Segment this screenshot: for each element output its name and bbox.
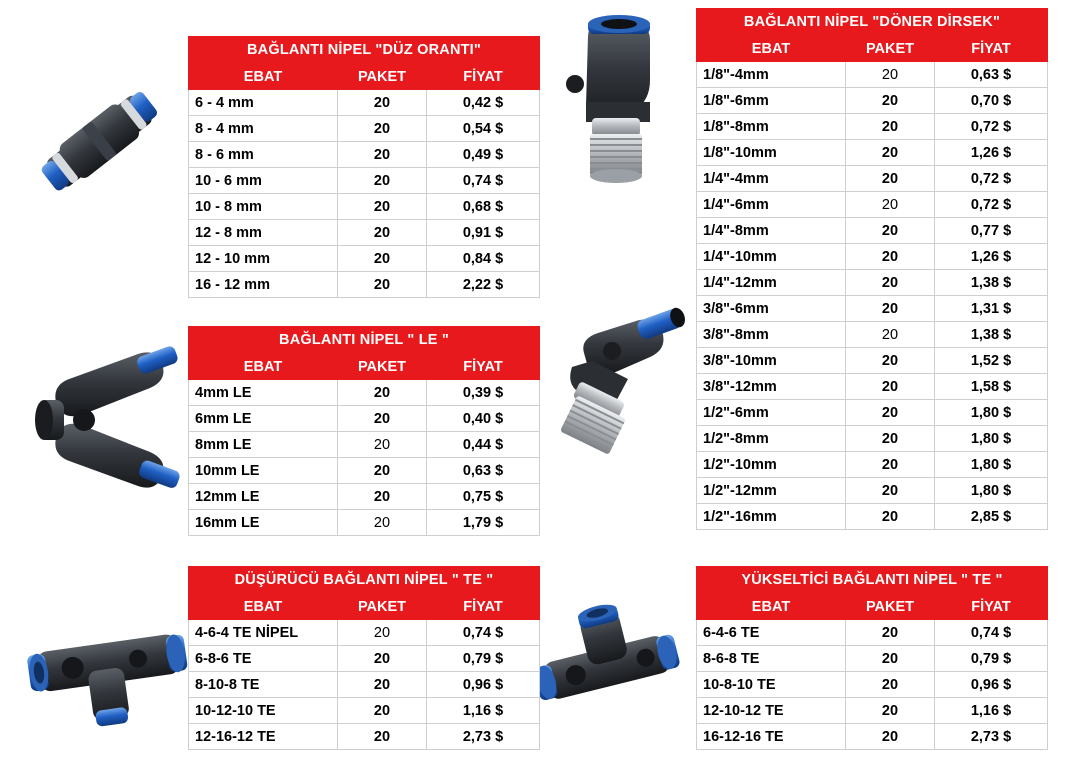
table-yukseltici-te xyxy=(696,566,1048,750)
cell-ebat: 3/8"-12mm xyxy=(697,374,846,400)
cell-ebat: 1/2"-10mm xyxy=(697,452,846,478)
table-body xyxy=(697,62,1048,530)
cell-paket: 20 xyxy=(338,510,427,536)
cell-paket: 20 xyxy=(846,374,935,400)
cell-paket: 20 xyxy=(338,672,427,698)
cell-paket: 20 xyxy=(846,140,935,166)
cell-ebat: 10 - 6 mm xyxy=(189,168,338,194)
table-row xyxy=(189,272,540,298)
table-row xyxy=(189,620,540,646)
table-header-row xyxy=(189,64,540,90)
cell-ebat: 6-4-6 TE xyxy=(697,620,846,646)
cell-paket: 20 xyxy=(338,116,427,142)
cell-fiyat: 1,16 $ xyxy=(935,698,1048,724)
product-image-y-union xyxy=(22,330,190,510)
cell-ebat: 4-6-4 TE NİPEL xyxy=(189,620,338,646)
cell-ebat: 16mm LE xyxy=(189,510,338,536)
cell-fiyat: 0,79 $ xyxy=(935,646,1048,672)
table-row xyxy=(697,504,1048,530)
table-row xyxy=(189,672,540,698)
cell-paket: 20 xyxy=(338,168,427,194)
column-header-paket: PAKET xyxy=(846,594,935,620)
table-row xyxy=(189,90,540,116)
table-row xyxy=(697,452,1048,478)
cell-paket: 20 xyxy=(338,458,427,484)
cell-fiyat: 1,80 $ xyxy=(935,478,1048,504)
product-image-tee-increasing xyxy=(524,600,694,745)
cell-ebat: 12 - 8 mm xyxy=(189,220,338,246)
cell-paket: 20 xyxy=(338,142,427,168)
cell-fiyat: 1,38 $ xyxy=(935,270,1048,296)
cell-ebat: 6-8-6 TE xyxy=(189,646,338,672)
cell-fiyat: 0,84 $ xyxy=(427,246,540,272)
cell-paket: 20 xyxy=(846,400,935,426)
cell-fiyat: 0,40 $ xyxy=(427,406,540,432)
table-row xyxy=(189,142,540,168)
table-row xyxy=(697,348,1048,374)
product-image-elbow-male-top xyxy=(530,10,695,195)
cell-paket: 20 xyxy=(846,426,935,452)
cell-paket: 20 xyxy=(846,478,935,504)
cell-paket: 20 xyxy=(846,452,935,478)
cell-paket: 20 xyxy=(338,406,427,432)
cell-paket: 20 xyxy=(338,220,427,246)
cell-ebat: 10 - 8 mm xyxy=(189,194,338,220)
cell-fiyat: 0,63 $ xyxy=(427,458,540,484)
cell-fiyat: 1,80 $ xyxy=(935,400,1048,426)
table-title: DÜŞÜRÜCÜ BAĞLANTI NİPEL " TE " xyxy=(189,567,540,594)
table-row xyxy=(189,432,540,458)
table-body xyxy=(189,620,540,750)
cell-ebat: 1/4"-12mm xyxy=(697,270,846,296)
table-row xyxy=(697,478,1048,504)
cell-fiyat: 1,26 $ xyxy=(935,244,1048,270)
table-row xyxy=(189,220,540,246)
table-row xyxy=(189,380,540,406)
cell-fiyat: 0,54 $ xyxy=(427,116,540,142)
column-header-fiyat: FİYAT xyxy=(935,594,1048,620)
cell-ebat: 6 - 4 mm xyxy=(189,90,338,116)
table-row xyxy=(697,296,1048,322)
table-row xyxy=(697,270,1048,296)
table-le xyxy=(188,326,540,536)
table-title-row xyxy=(697,567,1048,594)
table-title: YÜKSELTİCİ BAĞLANTI NİPEL " TE " xyxy=(697,567,1048,594)
cell-ebat: 1/8"-6mm xyxy=(697,88,846,114)
cell-paket: 20 xyxy=(338,432,427,458)
table-body xyxy=(697,620,1048,750)
cell-fiyat: 2,73 $ xyxy=(427,724,540,750)
cell-ebat: 8-10-8 TE xyxy=(189,672,338,698)
table-body xyxy=(189,90,540,298)
table-title-row xyxy=(189,327,540,354)
cell-paket: 20 xyxy=(846,296,935,322)
cell-paket: 20 xyxy=(338,380,427,406)
cell-paket: 20 xyxy=(846,244,935,270)
table-duz-oranti xyxy=(188,36,540,298)
table-header-row xyxy=(189,594,540,620)
table-row xyxy=(189,484,540,510)
cell-fiyat: 2,85 $ xyxy=(935,504,1048,530)
cell-ebat: 16-12-16 TE xyxy=(697,724,846,750)
cell-paket: 20 xyxy=(338,484,427,510)
table-dusurucu-te xyxy=(188,566,540,750)
cell-ebat: 4mm LE xyxy=(189,380,338,406)
cell-fiyat: 0,70 $ xyxy=(935,88,1048,114)
cell-ebat: 1/8"-8mm xyxy=(697,114,846,140)
column-header-ebat: EBAT xyxy=(189,594,338,620)
cell-fiyat: 0,96 $ xyxy=(935,672,1048,698)
cell-fiyat: 0,63 $ xyxy=(935,62,1048,88)
cell-paket: 20 xyxy=(338,90,427,116)
column-header-ebat: EBAT xyxy=(697,36,846,62)
table-title-row xyxy=(697,9,1048,36)
cell-fiyat: 0,68 $ xyxy=(427,194,540,220)
cell-paket: 20 xyxy=(846,166,935,192)
table-header-row xyxy=(189,354,540,380)
cell-fiyat: 1,38 $ xyxy=(935,322,1048,348)
table-row xyxy=(189,698,540,724)
cell-fiyat: 2,22 $ xyxy=(427,272,540,298)
product-image-straight-union xyxy=(20,62,180,222)
cell-fiyat: 1,79 $ xyxy=(427,510,540,536)
cell-paket: 20 xyxy=(846,348,935,374)
cell-paket: 20 xyxy=(846,192,935,218)
cell-fiyat: 1,31 $ xyxy=(935,296,1048,322)
table-row xyxy=(697,62,1048,88)
table-row xyxy=(189,168,540,194)
cell-fiyat: 0,72 $ xyxy=(935,166,1048,192)
cell-ebat: 10mm LE xyxy=(189,458,338,484)
cell-fiyat: 0,77 $ xyxy=(935,218,1048,244)
cell-ebat: 1/2"-16mm xyxy=(697,504,846,530)
cell-ebat: 12mm LE xyxy=(189,484,338,510)
cell-fiyat: 1,16 $ xyxy=(427,698,540,724)
cell-fiyat: 0,72 $ xyxy=(935,114,1048,140)
column-header-fiyat: FİYAT xyxy=(427,64,540,90)
cell-ebat: 6mm LE xyxy=(189,406,338,432)
table-row xyxy=(697,698,1048,724)
cell-ebat: 8-6-8 TE xyxy=(697,646,846,672)
cell-ebat: 8mm LE xyxy=(189,432,338,458)
table-row xyxy=(697,620,1048,646)
table-title: BAĞLANTI NİPEL " LE " xyxy=(189,327,540,354)
cell-ebat: 8 - 4 mm xyxy=(189,116,338,142)
cell-fiyat: 0,74 $ xyxy=(427,168,540,194)
table-doner-dirsek xyxy=(696,8,1048,530)
cell-paket: 20 xyxy=(338,620,427,646)
cell-ebat: 1/4"-6mm xyxy=(697,192,846,218)
table-row xyxy=(189,458,540,484)
cell-paket: 20 xyxy=(846,88,935,114)
column-header-paket: PAKET xyxy=(846,36,935,62)
table-body xyxy=(189,380,540,536)
column-header-paket: PAKET xyxy=(338,594,427,620)
cell-ebat: 1/2"-6mm xyxy=(697,400,846,426)
cell-paket: 20 xyxy=(846,270,935,296)
cell-ebat: 10-12-10 TE xyxy=(189,698,338,724)
column-header-ebat: EBAT xyxy=(697,594,846,620)
table-row xyxy=(697,672,1048,698)
cell-ebat: 1/4"-10mm xyxy=(697,244,846,270)
cell-ebat: 3/8"-10mm xyxy=(697,348,846,374)
table-row xyxy=(189,510,540,536)
cell-ebat: 12-16-12 TE xyxy=(189,724,338,750)
cell-fiyat: 0,96 $ xyxy=(427,672,540,698)
cell-paket: 20 xyxy=(846,620,935,646)
table-row xyxy=(189,724,540,750)
table-row xyxy=(697,426,1048,452)
cell-fiyat: 0,72 $ xyxy=(935,192,1048,218)
table-row xyxy=(697,374,1048,400)
cell-fiyat: 0,42 $ xyxy=(427,90,540,116)
cell-ebat: 3/8"-8mm xyxy=(697,322,846,348)
cell-paket: 20 xyxy=(338,272,427,298)
cell-paket: 20 xyxy=(846,672,935,698)
table-row xyxy=(189,116,540,142)
cell-paket: 20 xyxy=(338,246,427,272)
cell-fiyat: 0,74 $ xyxy=(427,620,540,646)
cell-ebat: 16 - 12 mm xyxy=(189,272,338,298)
table-title: BAĞLANTI NİPEL "DÖNER DİRSEK" xyxy=(697,9,1048,36)
table-row xyxy=(697,140,1048,166)
cell-fiyat: 1,58 $ xyxy=(935,374,1048,400)
cell-fiyat: 0,49 $ xyxy=(427,142,540,168)
column-header-fiyat: FİYAT xyxy=(935,36,1048,62)
cell-paket: 20 xyxy=(338,646,427,672)
table-row xyxy=(697,166,1048,192)
cell-paket: 20 xyxy=(846,62,935,88)
table-row xyxy=(697,244,1048,270)
cell-fiyat: 0,44 $ xyxy=(427,432,540,458)
cell-fiyat: 1,80 $ xyxy=(935,452,1048,478)
cell-paket: 20 xyxy=(338,724,427,750)
cell-ebat: 1/4"-4mm xyxy=(697,166,846,192)
table-header-row xyxy=(697,36,1048,62)
cell-ebat: 1/8"-4mm xyxy=(697,62,846,88)
cell-fiyat: 0,91 $ xyxy=(427,220,540,246)
cell-ebat: 12 - 10 mm xyxy=(189,246,338,272)
cell-ebat: 1/2"-8mm xyxy=(697,426,846,452)
table-row xyxy=(697,724,1048,750)
cell-ebat: 1/2"-12mm xyxy=(697,478,846,504)
cell-fiyat: 0,75 $ xyxy=(427,484,540,510)
column-header-fiyat: FİYAT xyxy=(427,594,540,620)
table-row xyxy=(697,646,1048,672)
table-row xyxy=(697,192,1048,218)
cell-paket: 20 xyxy=(338,698,427,724)
cell-paket: 20 xyxy=(846,218,935,244)
table-row xyxy=(697,400,1048,426)
cell-fiyat: 1,26 $ xyxy=(935,140,1048,166)
cell-paket: 20 xyxy=(846,724,935,750)
cell-fiyat: 2,73 $ xyxy=(935,724,1048,750)
cell-ebat: 3/8"-6mm xyxy=(697,296,846,322)
cell-ebat: 10-8-10 TE xyxy=(697,672,846,698)
cell-ebat: 1/4"-8mm xyxy=(697,218,846,244)
cell-paket: 20 xyxy=(846,114,935,140)
cell-fiyat: 0,74 $ xyxy=(935,620,1048,646)
cell-fiyat: 1,80 $ xyxy=(935,426,1048,452)
table-title: BAĞLANTI NİPEL "DÜZ ORANTI" xyxy=(189,37,540,64)
column-header-paket: PAKET xyxy=(338,64,427,90)
cell-paket: 20 xyxy=(846,646,935,672)
column-header-fiyat: FİYAT xyxy=(427,354,540,380)
product-image-elbow-male-mid xyxy=(540,305,700,470)
cell-fiyat: 0,79 $ xyxy=(427,646,540,672)
table-title-row xyxy=(189,567,540,594)
table-header-row xyxy=(697,594,1048,620)
column-header-ebat: EBAT xyxy=(189,64,338,90)
product-image-tee-reducing xyxy=(18,605,198,745)
column-header-paket: PAKET xyxy=(338,354,427,380)
table-row xyxy=(697,114,1048,140)
table-title-row xyxy=(189,37,540,64)
table-row xyxy=(189,646,540,672)
cell-ebat: 8 - 6 mm xyxy=(189,142,338,168)
cell-ebat: 12-10-12 TE xyxy=(697,698,846,724)
column-header-ebat: EBAT xyxy=(189,354,338,380)
table-row xyxy=(697,322,1048,348)
table-row xyxy=(189,406,540,432)
cell-fiyat: 0,39 $ xyxy=(427,380,540,406)
table-row xyxy=(697,88,1048,114)
cell-ebat: 1/8"-10mm xyxy=(697,140,846,166)
cell-fiyat: 1,52 $ xyxy=(935,348,1048,374)
table-row xyxy=(189,246,540,272)
cell-paket: 20 xyxy=(846,698,935,724)
table-row xyxy=(189,194,540,220)
cell-paket: 20 xyxy=(338,194,427,220)
cell-paket: 20 xyxy=(846,322,935,348)
cell-paket: 20 xyxy=(846,504,935,530)
table-row xyxy=(697,218,1048,244)
